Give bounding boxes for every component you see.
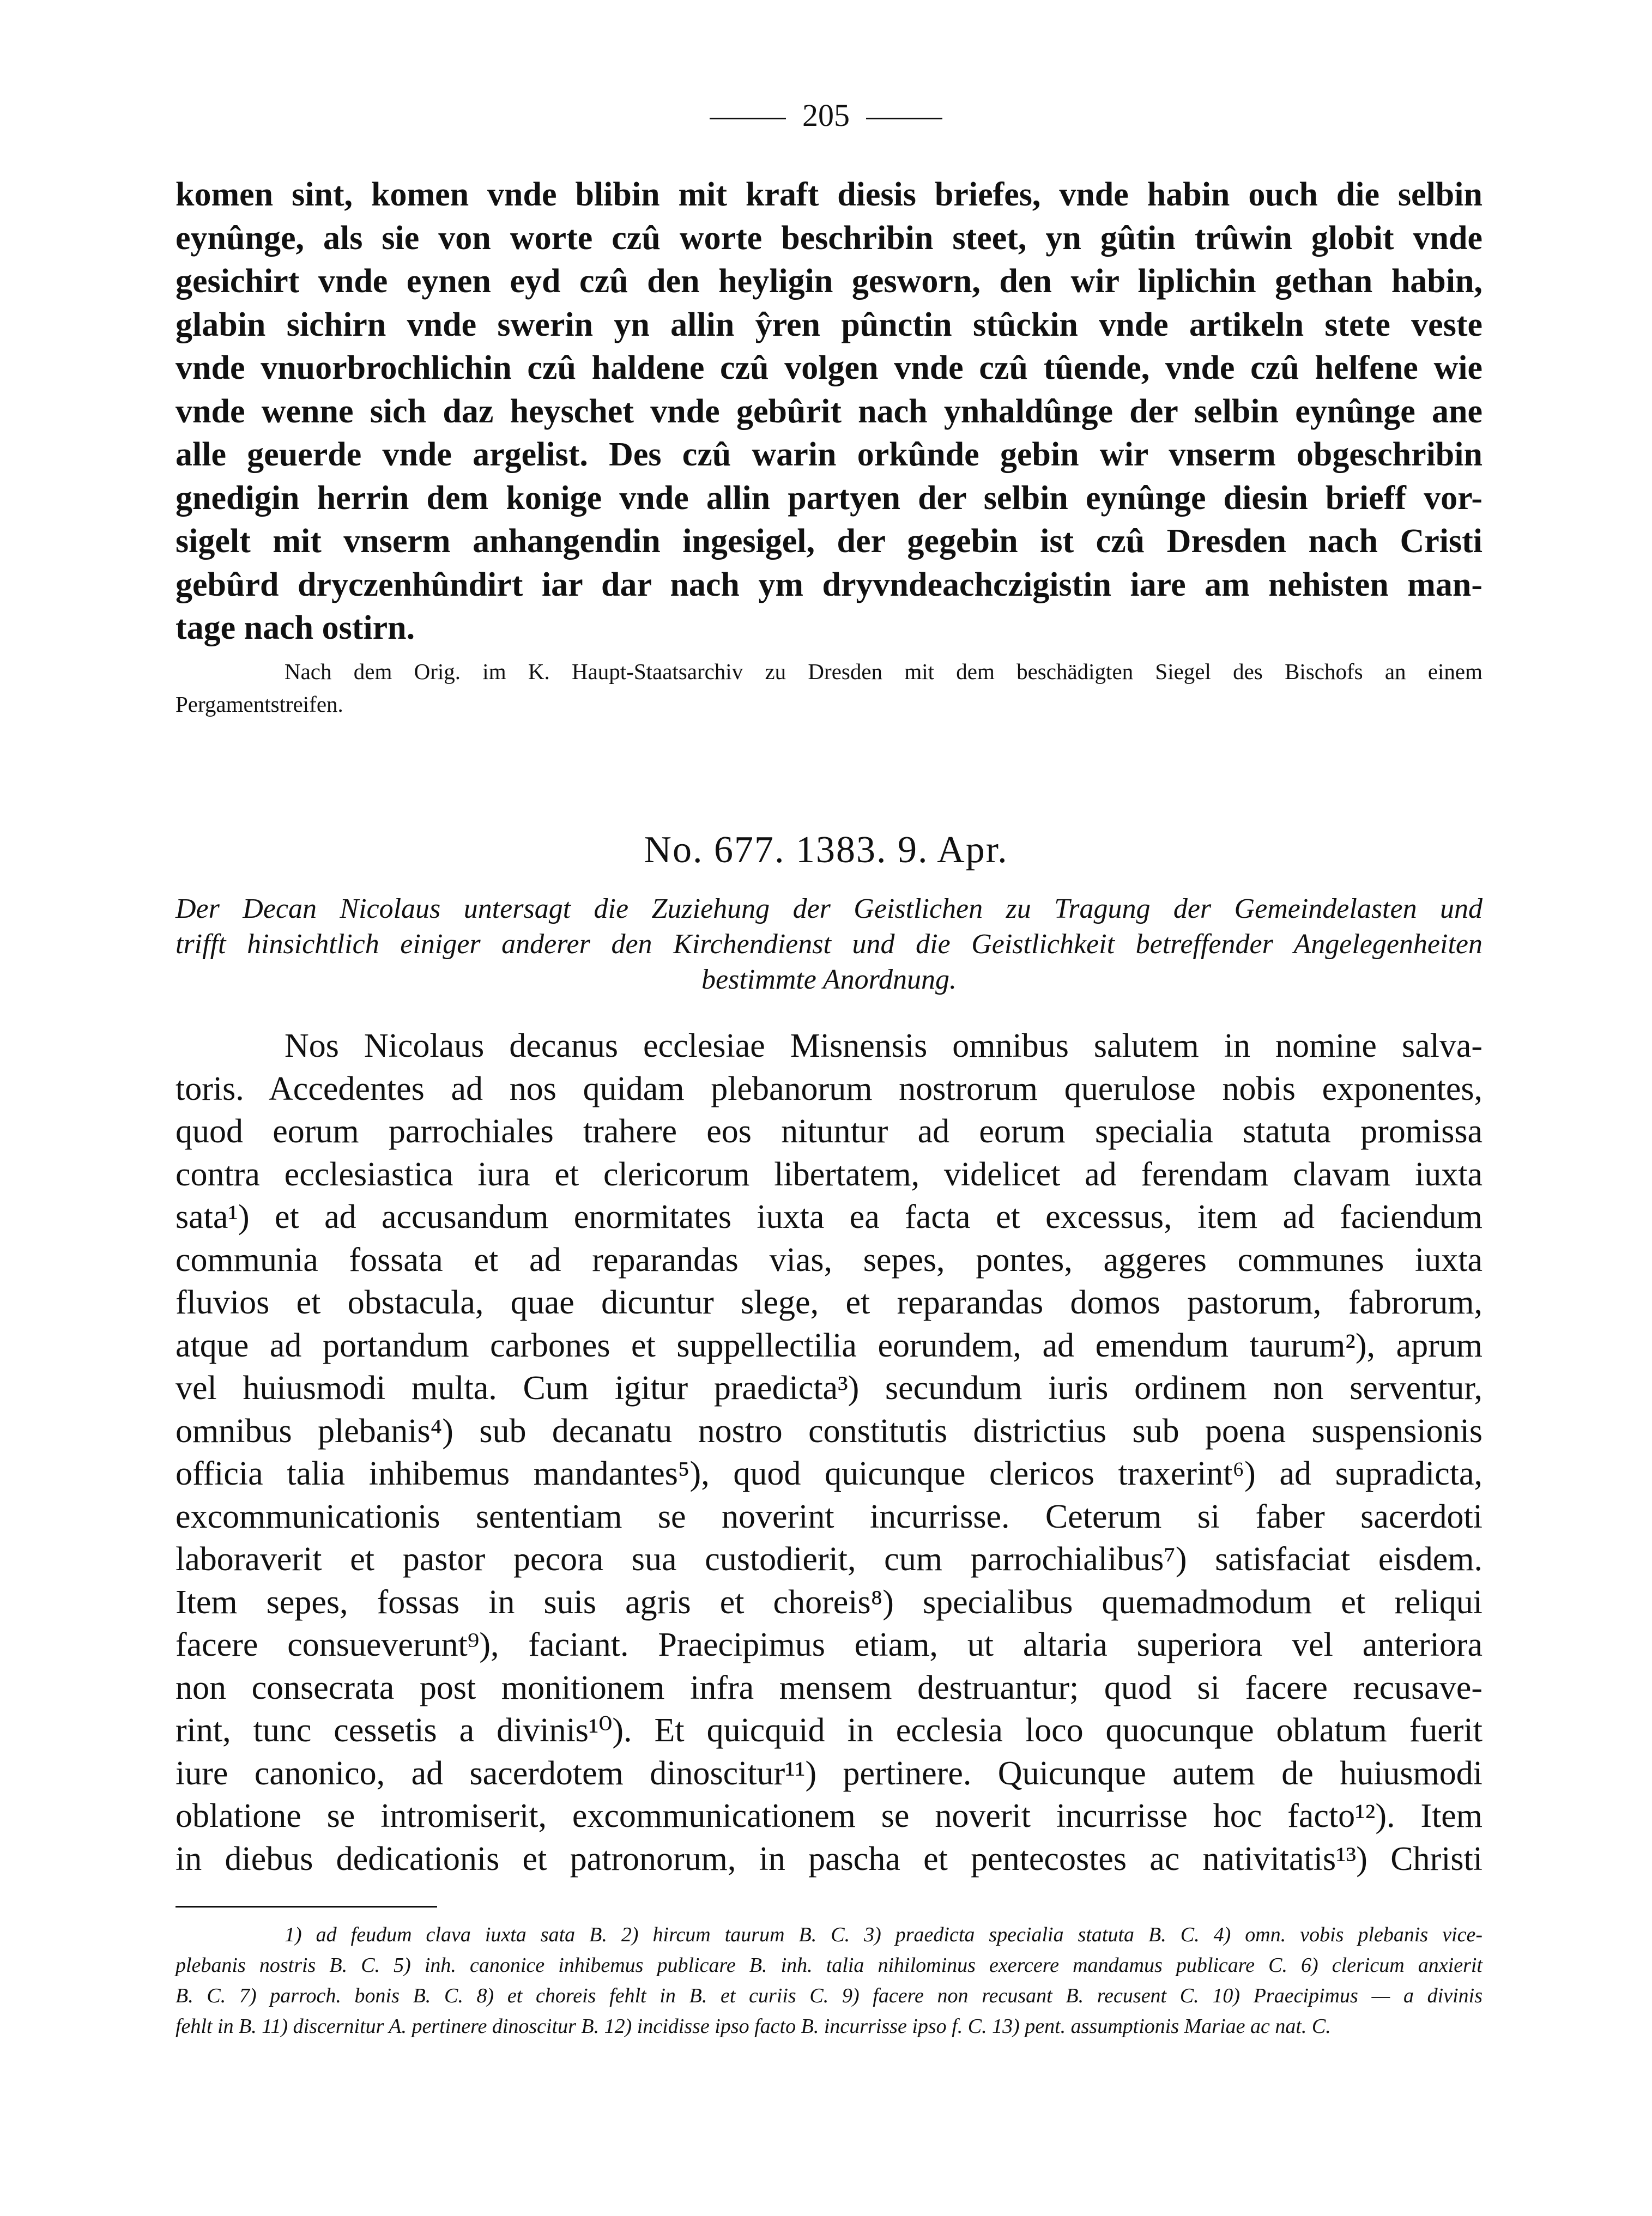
continuation-line: gebûrd dryczenhûndirt iar dar nach ym dryvndeachczigistin iare am nehisten man- xyxy=(176,566,1482,603)
body-line: Nos Nicolaus decanus ecclesiae Misnensis omnibus salutem in nomine salva- xyxy=(285,1027,1482,1064)
footnote-separator xyxy=(176,1906,437,1908)
footnote-line: fehlt in B. 11) discernitur A. pertinere dinoscitur B. 12) incidisse ipso facto B. incurrisse ipso f. C. 13) pent. assumptionis Mariae ac nat. C. xyxy=(176,2015,1331,2038)
document-summary xyxy=(176,891,1482,997)
source-note-line: Pergamentstreifen. xyxy=(176,692,343,717)
body-line: fluvios et obstacula, quae dicuntur slege, et reparandas domos pastorum, fabrorum, xyxy=(176,1284,1482,1321)
body-line: excommunicationis sententiam se noverint incurrisse. Ceterum si faber sacerdoti xyxy=(176,1498,1482,1535)
footnotes xyxy=(176,1920,1482,2042)
summary-line: Der Decan Nicolaus untersagt die Zuziehung der Geistlichen zu Tragung der Gemeindelasten und xyxy=(176,893,1482,924)
body-line: atque ad portandum carbones et suppellectilia eorundem, ad emendum taurum²), aprum xyxy=(176,1327,1482,1364)
page-number-text: 205 xyxy=(802,98,850,133)
body-line: oblatione se intromiserit, excommunicationem se noverit incurrisse hoc facto¹²). Item xyxy=(176,1797,1482,1834)
body-line: in diebus dedicationis et patronorum, in pascha et pentecostes ac nativitatis¹³) Christi xyxy=(176,1840,1482,1878)
document-heading: No. 677. 1383. 9. Apr. xyxy=(644,829,1008,871)
body-line: rint, tunc cessetis a divinis¹⁰). Et quicquid in ecclesia loco quocunque oblatum fuerit xyxy=(176,1712,1482,1749)
page-number-rule-left xyxy=(710,118,786,119)
body-line: Item sepes, fossas in suis agris et choreis⁸) specialibus quemadmodum et reliqui xyxy=(176,1583,1482,1621)
continuation-line: tage nach ostirn. xyxy=(176,609,415,646)
body-line: non consecrata post monitionem infra mensem destruantur; quod si facere recusave- xyxy=(176,1669,1482,1706)
continuation-line: vnde vnuorbrochlichin czû haldene czû volgen vnde czû tûende, vnde czû helfene wie xyxy=(176,349,1482,386)
continuation-line: alle geuerde vnde argelist. Des czû warin orkûnde gebin wir vnserm obgeschribin xyxy=(176,436,1482,473)
continuation-line: gnedigin herrin dem konige vnde allin partyen der selbin eynûnge diesin brieff vor- xyxy=(176,479,1482,517)
continuation-line: gesichirt vnde eynen eyd czû den heyligin gesworn, den wir liplichin gethan habin, xyxy=(176,263,1482,300)
continuation-text xyxy=(176,173,1482,650)
body-line: omnibus plebanis⁴) sub decanatu nostro constitutis districtius sub poena suspensionis xyxy=(176,1412,1482,1450)
body-line: communia fossata et ad reparandas vias, sepes, pontes, aggeres communes iuxta xyxy=(176,1241,1482,1279)
body-line: toris. Accedentes ad nos quidam plebanorum nostrorum querulose nobis exponentes, xyxy=(176,1070,1482,1107)
body-text xyxy=(176,1025,1482,1880)
body-line: sata¹) et ad accusandum enormitates iuxta ea facta et excessus, item ad faciendum xyxy=(176,1198,1482,1236)
footnote-line: 1) ad feudum clava iuxta sata B. 2) hircum taurum B. C. 3) praedicta specialia statuta B. C. 4) omn. vobis plebanis vice- xyxy=(285,1923,1482,1946)
continuation-line: komen sint, komen vnde blibin mit kraft diesis briefes, vnde habin ouch die selbin xyxy=(176,176,1482,213)
summary-line: bestimmte Anordnung. xyxy=(701,964,957,995)
continuation-line: eynûnge, als sie von worte czû worte beschribin steet, yn gûtin trûwin globit vnde xyxy=(176,219,1482,257)
body-line: laboraverit et pastor pecora sua custodierit, cum parrochialibus⁷) satisfaciat eisdem. xyxy=(176,1541,1482,1578)
body-line: iure canonico, ad sacerdotem dinoscitur¹¹) pertinere. Quicunque autem de huiusmodi xyxy=(176,1754,1482,1792)
page-number-rule-right xyxy=(866,118,942,119)
source-note-line: Nach dem Orig. im K. Haupt-Staatsarchiv zu Dresden mit dem beschädigten Siegel des Bischofs an einem xyxy=(285,659,1482,684)
body-line: quod eorum parrochiales trahere eos nituntur ad eorum specialia statuta promissa xyxy=(176,1113,1482,1150)
continuation-line: vnde wenne sich daz heyschet vnde gebûrit nach ynhaldûnge der selbin eynûnge ane xyxy=(176,392,1482,430)
summary-line: trifft hinsichtlich einiger anderer den Kirchendienst und die Geistlichkeit betreffender Angelegenheiten xyxy=(176,929,1482,960)
body-line: officia talia inhibemus mandantes⁵), quod quicunque clericos traxerint⁶) ad supradicta, xyxy=(176,1455,1482,1492)
footnote-line: B. C. 7) parroch. bonis B. C. 8) et choreis fehlt in B. et curiis C. 9) facere non recusant B. recusent C. 10) Praecipimus — a divinis xyxy=(176,1984,1482,2007)
continuation-line: glabin sichirn vnde swerin yn allin ŷren pûnctin stûckin vnde artikeln stete veste xyxy=(176,306,1482,343)
body-line: vel huiusmodi multa. Cum igitur praedicta³) secundum iuris ordinem non serventur, xyxy=(176,1370,1482,1407)
body-line: contra ecclesiastica iura et clericorum libertatem, videlicet ad ferendam clavam iuxta xyxy=(176,1155,1482,1193)
footnote-line: plebanis nostris B. C. 5) inh. canonice inhibemus publicare B. inh. talia nihilominus exercere mandamus publicare C. 6) clericum anxierit xyxy=(176,1954,1482,1977)
source-note xyxy=(176,655,1482,720)
page-number xyxy=(0,97,1652,134)
continuation-line: sigelt mit vnserm anhangendin ingesigel, der gegebin ist czû Dresden nach Cristi xyxy=(176,523,1482,560)
body-line: facere consueverunt⁹), faciant. Praecipimus etiam, ut altaria superiora vel anteriora xyxy=(176,1626,1482,1663)
